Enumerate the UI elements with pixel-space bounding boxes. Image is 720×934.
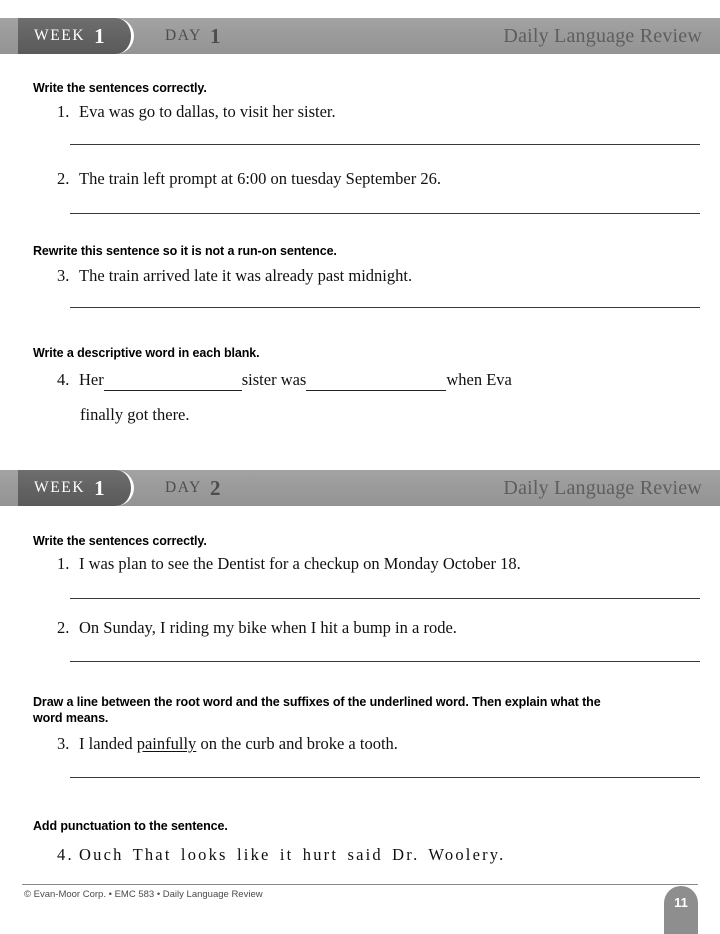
day1-q3-number: 3. <box>57 266 70 285</box>
day2-q4-text: Ouch That looks like it hurt said Dr. Woolery. <box>79 845 506 864</box>
day1-week-word: WEEK <box>34 27 86 44</box>
day2-q3-after: on the curb and broke a tooth. <box>196 734 398 753</box>
day2-week-word: WEEK <box>34 479 86 496</box>
day2-week-tab <box>18 470 134 506</box>
day2-day-label <box>165 470 220 506</box>
day2-instruction-1: Write the sentences correctly. <box>33 534 207 548</box>
day2-question-1 <box>57 554 521 574</box>
day1-q4-blank-2[interactable] <box>306 370 446 391</box>
day1-header-title: Daily Language Review <box>503 24 702 47</box>
day2-instruction-3: Add punctuation to the sentence. <box>33 819 228 833</box>
day2-q1-text: I was plan to see the Dentist for a checkup on Monday October 18. <box>79 554 521 573</box>
day2-q2-text: On Sunday, I riding my bike when I hit a bump in a rode. <box>79 618 457 637</box>
day2-q3-underlined-word: painfully <box>136 734 197 753</box>
day1-instruction-1: Write the sentences correctly. <box>33 81 207 95</box>
day2-q3-before: I landed <box>79 734 137 753</box>
day2-day-number: 2 <box>209 475 221 500</box>
day2-question-2 <box>57 618 457 638</box>
day1-instruction-2: Rewrite this sentence so it is not a run-on sentence. <box>33 244 337 258</box>
footer-divider <box>22 884 698 885</box>
footer-copyright: © Evan-Moor Corp. • EMC 583 • Daily Language Review <box>24 889 263 900</box>
day1-question-2 <box>57 169 441 189</box>
day1-q3-text: The train arrived late it was already past midnight. <box>79 266 413 285</box>
day2-q1-number: 1. <box>57 554 70 573</box>
day2-q3-number: 3. <box>57 734 70 753</box>
day1-q1-number: 1. <box>57 102 70 121</box>
page-number-badge <box>664 886 698 934</box>
day2-header-title: Daily Language Review <box>503 476 702 499</box>
day1-week-tab <box>18 18 134 54</box>
page-number: 11 <box>674 895 688 910</box>
day1-q4-number: 4. <box>57 370 70 389</box>
day1-q4-text-part3: when Eva <box>446 370 512 389</box>
day2-question-4 <box>57 845 506 865</box>
day1-question-4 <box>57 370 512 391</box>
day2-answer-line-3[interactable] <box>70 777 700 778</box>
day1-q4-text-part1: Her <box>79 370 104 389</box>
day2-week-number: 1 <box>94 475 105 500</box>
day1-answer-line-3[interactable] <box>70 307 700 308</box>
day1-instruction-3: Write a descriptive word in each blank. <box>33 346 260 360</box>
day1-q1-text: Eva was go to dallas, to visit her sister. <box>79 102 336 121</box>
day2-q2-number: 2. <box>57 618 70 637</box>
day1-q2-text: The train left prompt at 6:00 on tuesday September 26. <box>79 169 441 188</box>
day1-day-word: DAY <box>165 27 202 44</box>
day1-q2-number: 2. <box>57 169 70 188</box>
day1-question-3 <box>57 266 412 286</box>
day2-instruction-2: Draw a line between the root word and the suffixes of the underlined word. Then explain what the word means. <box>33 695 601 725</box>
day1-week-number: 1 <box>94 23 105 48</box>
day1-q4-text-part2: sister was <box>241 370 307 389</box>
day1-day-number: 1 <box>209 23 221 48</box>
day1-question-1 <box>57 102 336 122</box>
day2-header-band <box>0 470 720 506</box>
day1-q4-blank-1[interactable] <box>104 370 242 391</box>
day2-day-word: DAY <box>165 479 202 496</box>
day2-question-3 <box>57 734 398 754</box>
day2-answer-line-1[interactable] <box>70 598 700 599</box>
day1-answer-line-1[interactable] <box>70 144 700 145</box>
day1-header-band <box>0 18 720 54</box>
day1-day-label <box>165 18 220 54</box>
day1-q4-line2: finally got there. <box>80 405 190 424</box>
day2-q4-number: 4. <box>57 845 74 864</box>
day2-answer-line-2[interactable] <box>70 661 700 662</box>
day1-answer-line-2[interactable] <box>70 213 700 214</box>
